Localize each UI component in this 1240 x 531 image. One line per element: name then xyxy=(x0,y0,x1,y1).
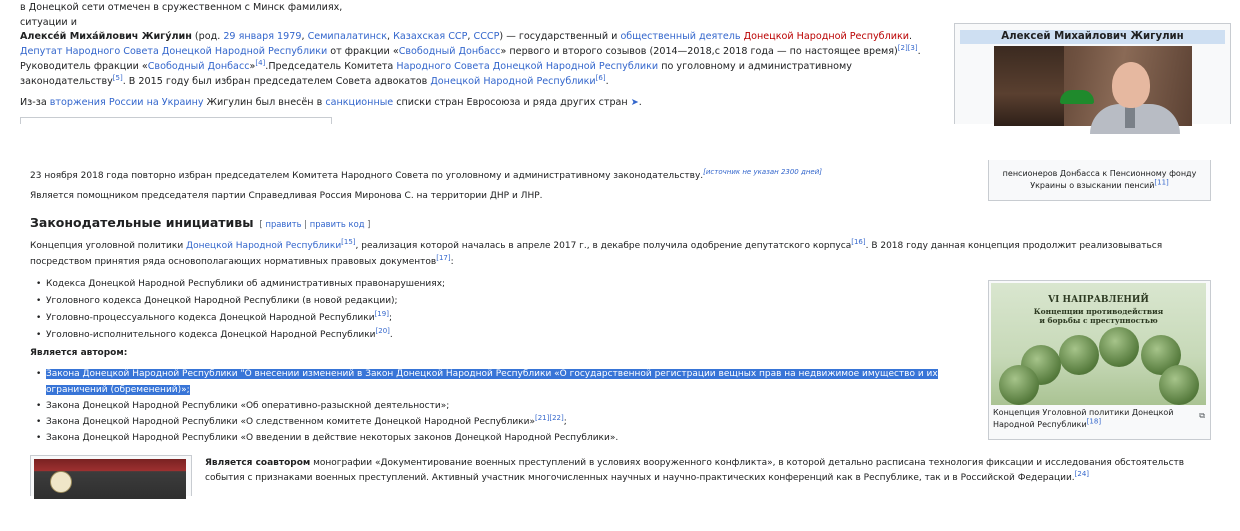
text: . xyxy=(638,97,642,108)
person-name-bold: Алексе́й Миха́йлович Жигу́лин xyxy=(20,31,192,42)
ref-21[interactable]: [21] xyxy=(534,414,550,422)
link-birth-place[interactable]: Семипалатинск xyxy=(307,31,387,42)
ref-19[interactable]: [19] xyxy=(374,310,389,318)
text: : xyxy=(450,257,454,267)
link-faction-2[interactable]: Свободный Донбасс xyxy=(147,61,250,72)
thumbnail-figure xyxy=(988,280,1211,440)
collapsed-box-edge xyxy=(20,117,332,124)
text: от фракции « xyxy=(327,46,399,57)
link-kazakh-ssr[interactable]: Казахская ССР xyxy=(393,31,468,42)
text: списки стран Евросоюза и ряда других стран xyxy=(393,97,631,108)
paragraph-reelection xyxy=(30,169,822,184)
text: ; xyxy=(563,417,567,427)
list-item-text: Уголовно-исполнительного кодекса Донецкой Народной Республики xyxy=(46,330,376,340)
book-cover-image[interactable] xyxy=(34,459,186,499)
text: . xyxy=(605,76,609,87)
bracket: ] xyxy=(364,219,371,229)
laws-list xyxy=(30,366,970,446)
diagram-subtitle-line1: Концепции противодействия xyxy=(1033,307,1164,316)
ref-20[interactable]: [20] xyxy=(375,327,390,335)
text: ; xyxy=(388,313,392,323)
suit-shape xyxy=(1090,104,1180,134)
sanctions-paragraph xyxy=(20,95,940,110)
link-ussr[interactable]: СССР xyxy=(473,31,500,42)
edit-links xyxy=(260,219,371,229)
list-item xyxy=(30,398,970,414)
caption-text: Концепция Уголовной политики Донецкой Народной Республики xyxy=(993,408,1174,429)
section-title: Законодательные инициативы xyxy=(30,215,254,230)
diagram-circle xyxy=(1159,365,1199,405)
list-item xyxy=(30,414,970,430)
concept-diagram-image[interactable] xyxy=(991,283,1206,405)
list-item-text: Кодекса Донецкой Народной Республики об административных правонарушениях; xyxy=(46,279,446,289)
list-item-text: Закона Донецкой Народной Республики «О введении в действие некоторых законов Донецкой Народной Республики». xyxy=(46,433,619,443)
ref-4[interactable]: [4] xyxy=(255,58,266,67)
text: по уголовному и административному законодательству xyxy=(20,61,852,87)
paragraph-assistant: Является помощником председателя партии Справедливая Россия Миронова С. на территории ДНР и ЛНР. xyxy=(30,191,543,201)
link-faction[interactable]: Свободный Донбасс xyxy=(398,46,501,57)
ref-3[interactable]: [3] xyxy=(907,43,918,52)
link-invasion[interactable]: вторжения России на Украину xyxy=(49,97,204,108)
list-item xyxy=(30,310,970,327)
author-heading: Является автором: xyxy=(30,348,128,358)
diagram-subtitle-line2: и борьбы с преступностью xyxy=(1039,316,1158,325)
diagram-title: VI НАПРАВЛЕНИЙ xyxy=(1048,295,1149,305)
article-intro xyxy=(20,29,940,116)
text: , xyxy=(301,31,308,42)
separator: | xyxy=(301,219,310,229)
codes-list xyxy=(30,276,970,344)
text: 23 ноября 2018 года повторно избран председателем Комитета Народного Совета по уголовному и административному законодательству. xyxy=(30,171,704,181)
citation-needed-tag[interactable]: [источник не указан 2300 дней] xyxy=(703,168,822,176)
diagram-subtitle xyxy=(991,307,1206,325)
emblem-icon xyxy=(50,471,72,493)
text: , xyxy=(387,31,394,42)
link-dnr-red[interactable]: Донецкой Народной Республики xyxy=(743,31,909,42)
infobox-tail xyxy=(988,160,1211,201)
link-people-council[interactable]: Народного Совета Донецкой Народной Республики xyxy=(396,61,659,72)
ref-5[interactable]: [5] xyxy=(112,73,123,82)
diagram-circle xyxy=(1099,327,1139,367)
paragraph-concept xyxy=(30,238,1212,270)
ref-22[interactable]: [22] xyxy=(549,414,564,422)
text: ) — государственный и xyxy=(499,31,621,42)
list-item xyxy=(30,327,970,344)
text: . Руководитель фракции « xyxy=(20,46,921,72)
text: . xyxy=(909,31,913,42)
text: .Председатель Комитета xyxy=(265,61,397,72)
list-item xyxy=(30,430,970,446)
section-heading xyxy=(30,215,370,232)
text: » первого и второго созывов (2014—2018,с 2018 года — по настоящее время) xyxy=(500,46,898,57)
green-lamp-shape xyxy=(1060,90,1094,104)
article-body-lower xyxy=(0,160,1240,531)
list-item-text: Закона Донецкой Народной Республики «О следственном комитете Донецкой Народной Республики» xyxy=(46,417,535,427)
coauthor-bold: Является соавтором xyxy=(205,458,311,468)
thumbnail-caption xyxy=(993,407,1183,431)
face-shape xyxy=(1112,62,1150,108)
ref-16[interactable]: [16] xyxy=(851,238,866,246)
paragraph-coauthor xyxy=(205,456,1205,486)
intro-paragraph xyxy=(20,29,940,89)
link-dnr[interactable]: Донецкой Народной Республики xyxy=(186,241,342,251)
text: , xyxy=(467,31,474,42)
text: , реализация которой началась в апреле 2017 г., в декабре получила одобрение депутатского корпуса xyxy=(355,241,852,251)
list-item-text: Уголовно-процессуального кодекса Донецкой Народной Республики xyxy=(46,313,375,323)
ref-11[interactable]: [11] xyxy=(1154,178,1169,187)
edit-code-link[interactable]: править код xyxy=(309,219,365,229)
ref-18[interactable]: [18] xyxy=(1086,417,1102,426)
diagram-circle xyxy=(999,365,1039,405)
arrow-icon[interactable]: ➤ xyxy=(630,97,639,108)
infobox-tail-text: пенсионеров Донбасса к Пенсионному фонду Украины о взыскании пенсий xyxy=(1002,169,1197,190)
list-item xyxy=(30,276,970,293)
text: » xyxy=(249,61,256,72)
ref-2[interactable]: [2] xyxy=(897,43,908,52)
link-public-figure[interactable]: общественный деятель xyxy=(620,31,741,42)
text: Концепция уголовной политики xyxy=(30,241,187,251)
ref-15[interactable]: [15] xyxy=(341,238,356,246)
diagram-circle xyxy=(1059,335,1099,375)
selected-text[interactable]: Закона Донецкой Народной Республики "О внесении изменений в Закон Донецкой Народной Республики «О государственной регистрации вещных прав на недвижимое имущество и их ограничений (обременений)»; xyxy=(46,369,938,395)
link-sanctions[interactable]: санкционные xyxy=(325,97,394,108)
link-dnr[interactable]: Донецкой Народной Республики xyxy=(430,76,596,87)
text: Жигулин был внесён в xyxy=(203,97,326,108)
text: . В 2015 году был избран председателем Совета адвокатов xyxy=(122,76,431,87)
portrait-photo[interactable] xyxy=(994,46,1192,126)
text: монографии «Документирование военных преступлений в условиях вооруженного конфликта», в которой детально расписана технология фиксации и исследования обстоятельств события с признаками военных преступлений. Активный участник многочисленных научных и научно-практических конференций как в Республике, так и в Российской Федерации. xyxy=(205,458,1185,483)
list-item-text: Уголовного кодекса Донецкой Народной Республики (в новой редакции); xyxy=(46,296,398,306)
list-item xyxy=(30,293,970,310)
link-deputy[interactable]: Депутат Народного Совета Донецкой Народной Республики xyxy=(20,46,328,57)
ref-24[interactable]: [24] xyxy=(1074,470,1090,478)
bookshelf-shape xyxy=(994,46,1064,126)
bracket: [ xyxy=(259,219,266,229)
infobox xyxy=(954,23,1231,124)
ref-6[interactable]: [6] xyxy=(595,73,606,82)
list-item-text: Закона Донецкой Народной Республики «Об оперативно-разыскной деятельности»; xyxy=(46,401,450,411)
edit-link[interactable]: править xyxy=(265,219,302,229)
book-thumbnail xyxy=(30,455,192,496)
list-item-selected[interactable] xyxy=(30,366,970,398)
text: . xyxy=(389,330,393,340)
truncated-text-line: в Донецкой сети отмечен в сружественном с Минск фамилиях, ситуации и xyxy=(20,2,343,28)
text: . В 2018 году данная концепция продолжит реализовываться посредством принятия ряда основополагающих нормативных правовых документов xyxy=(30,241,1163,267)
ref-17[interactable]: [17] xyxy=(436,254,451,262)
link-birth-date[interactable]: 29 января 1979 xyxy=(223,31,302,42)
text: (род. xyxy=(191,31,224,42)
infobox-title: Алексей Михайлович Жигулин xyxy=(960,30,1225,44)
enlarge-icon[interactable]: ⧉ xyxy=(1199,411,1205,420)
text: Из-за xyxy=(20,97,50,108)
